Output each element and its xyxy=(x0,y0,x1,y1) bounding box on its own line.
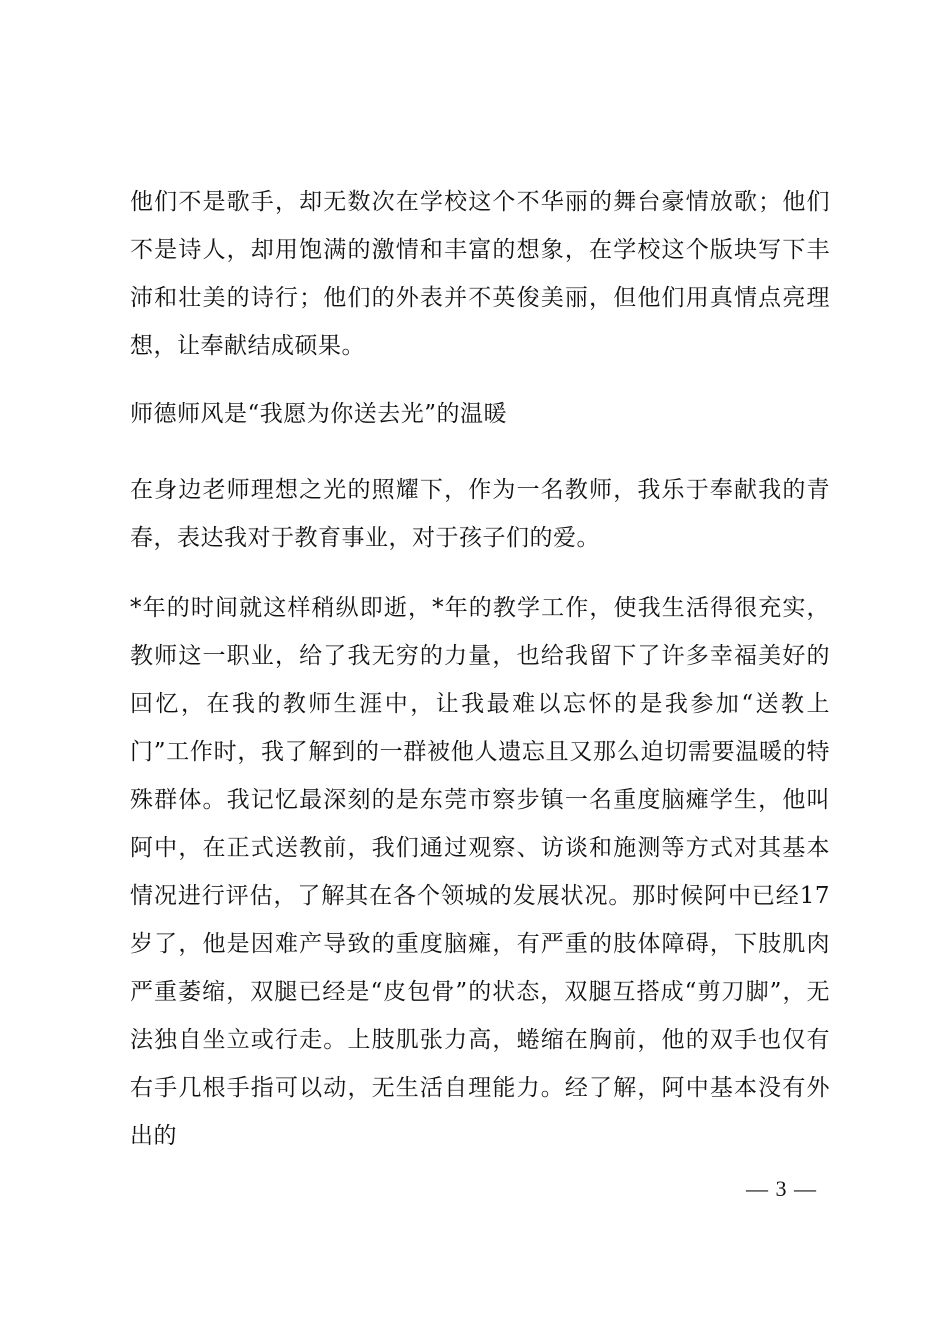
section-heading-warmth: 师德师风是“我愿为你送去光”的温暖 xyxy=(130,401,508,427)
page-number: — 3 — xyxy=(746,1176,817,1201)
paragraph-singers-poets: 他们不是歌手，却无数次在学校这个不华丽的舞台豪情放歌；他们不是诗人，却用饱满的激情和丰富的想象，在学校这个版块写下丰沛和壮美的诗行；他们的外表并不英俊美丽，但他们用真情点亮理想，让奉献结成硕果。 xyxy=(130,189,830,359)
paragraph-dedication: 在身边老师理想之光的照耀下，作为一名教师，我乐于奉献我的青春，表达我对于教育事业，对于孩子们的爱。 xyxy=(130,477,830,551)
paragraph-home-teaching: *年的时间就这样稍纵即逝，*年的教学工作，使我生活得很充实，教师这一职业，给了我无穷的力量，也给我留下了许多幸福美好的回忆，在我的教师生涯中，让我最难以忘怀的是我参加“送教上门”工作时，我了解到的一群被他人遗忘且又那么迫切需要温暖的特殊群体。我记忆最深刻的是东莞市察步镇一名重度脑瘫学生，他叫阿中，在正式送教前，我们通过观察、访谈和施测等方式对其基本情况进行评估，了解其在各个领城的发展状况。那时候阿中已经17岁了，他是因难产导致的重度脑瘫，有严重的肢体障碍，下肢肌肉严重萎缩，双腿已经是“皮包骨”的状态，双腿互搭成“剪刀脚”，无法独自坐立或行走。上肢肌张力高，蜷缩在胸前，他的双手也仅有右手几根手指可以动，无生活自理能力。经了解，阿中基本没有外出的 xyxy=(130,595,830,1149)
